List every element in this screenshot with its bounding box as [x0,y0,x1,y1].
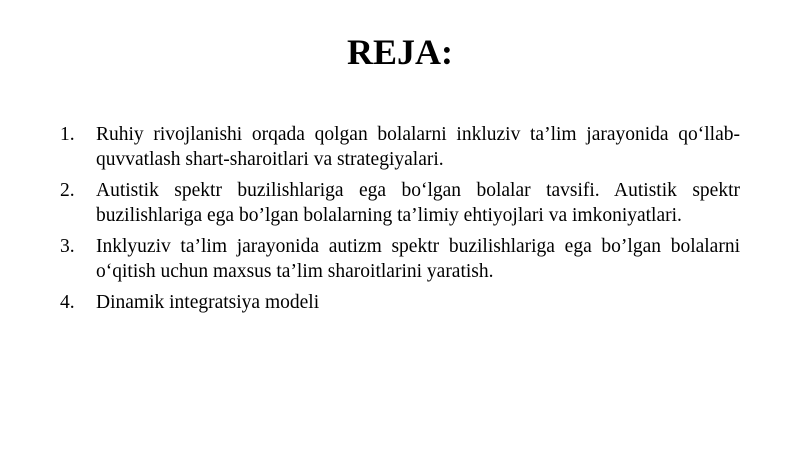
slide-title: REJA: [347,32,453,72]
item-number: 1. [60,124,75,145]
plan-item-1 [60,122,740,172]
plan-item-3 [60,234,740,284]
item-number: 2. [60,180,75,201]
item-text: Inklyuziv ta’lim jarayonida autizm spektr buzilishlariga ega bo’lgan bolalarni o‘qitish uchun maxsus ta’lim sharoitlarini yaratish. [96,236,740,282]
item-number: 3. [60,236,75,257]
plan-item-4 [60,290,740,315]
item-text: Ruhiy rivojlanishi orqada qolgan bolalarni inkluziv ta’lim jarayonida qo‘llab-quvvatlash shart-sharoitlari va strategiyalari. [96,124,740,170]
plan-list [60,122,740,321]
item-number: 4. [60,292,75,313]
item-text: Dinamik integratsiya modeli [96,292,320,313]
item-text: Autistik spektr buzilishlariga ega bo‘lgan bolalar tavsifi. Autistik spektr buzilishlariga ega bo’lgan bolalarning ta’limiy ehtiyojlari va imkoniyatlari. [96,180,740,226]
plan-item-2 [60,178,740,228]
